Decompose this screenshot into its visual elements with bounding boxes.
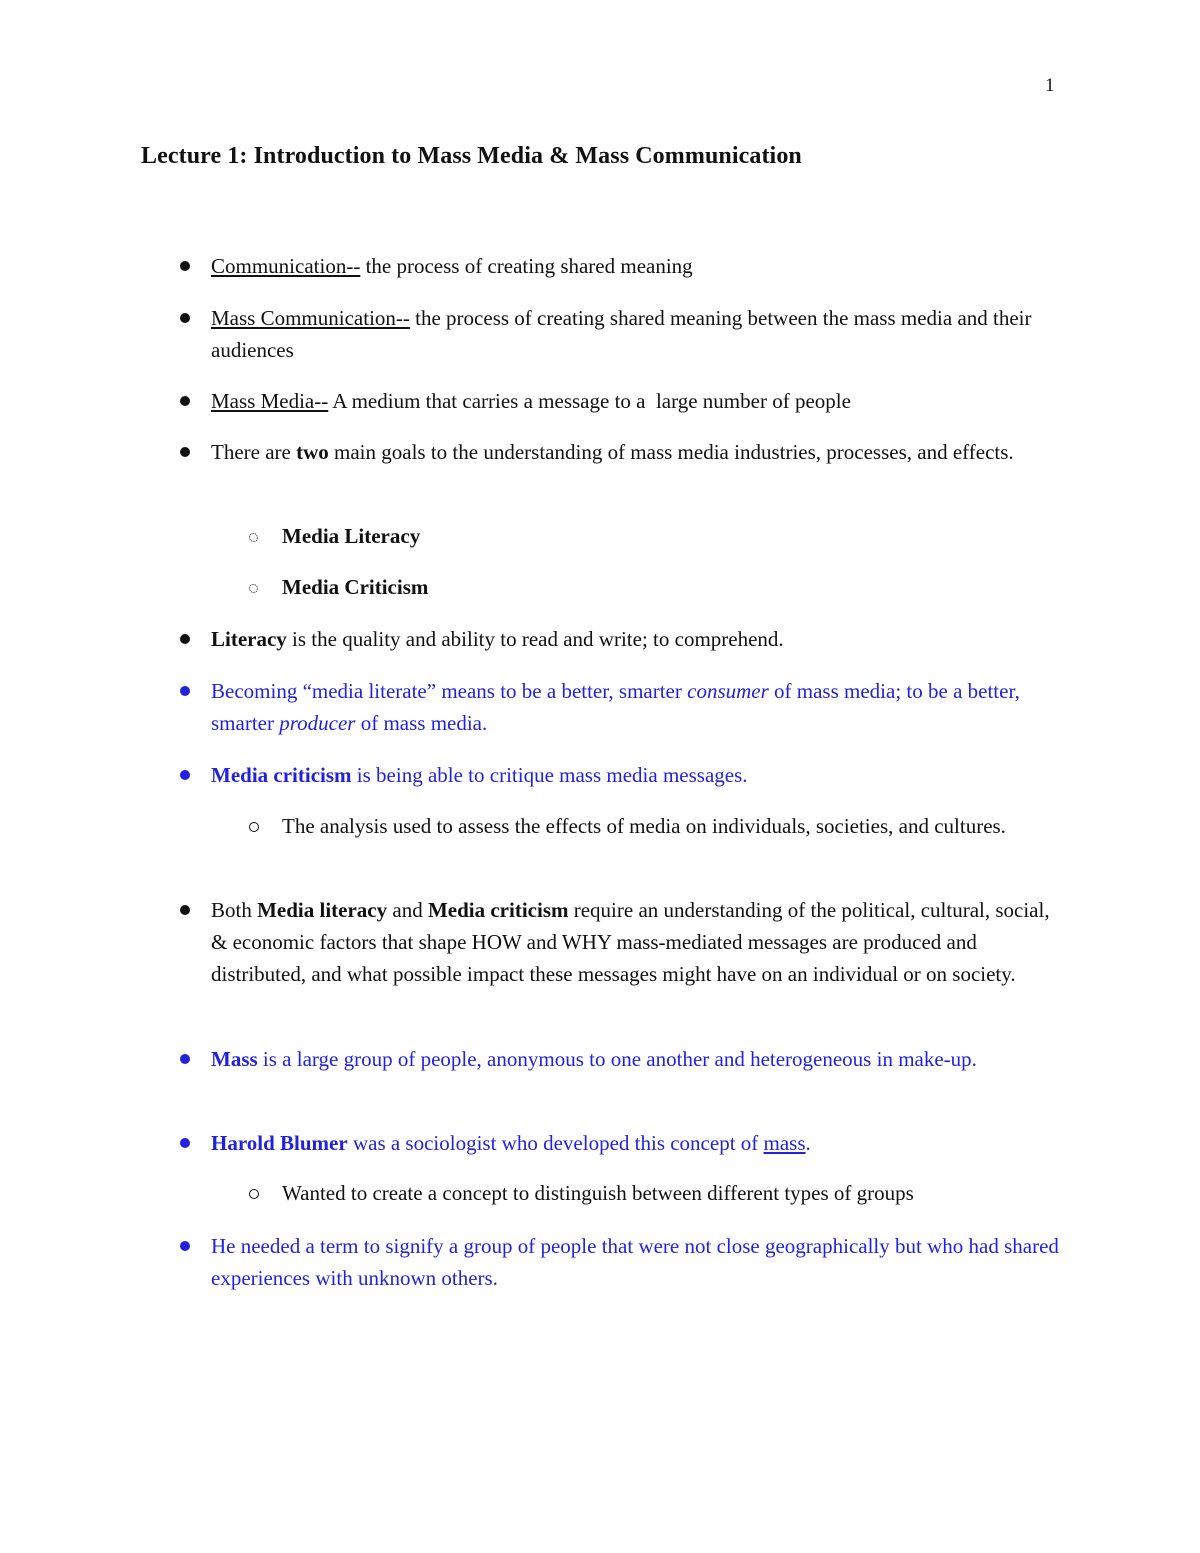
term: Mass Media-- [211, 389, 329, 413]
list-item-harold-blumer [211, 1127, 1071, 1159]
text: The analysis used to assess the effects of media on individuals, societies, and cultures. [282, 814, 1006, 838]
hollow-bullet-icon [249, 1189, 259, 1199]
sub-item-wanted [282, 1177, 1062, 1209]
term: Harold Blumer [211, 1131, 348, 1155]
hollow-bullet-icon [249, 533, 258, 542]
list-item-needed [211, 1230, 1071, 1294]
sub-item-media-criticism [282, 571, 1062, 603]
list-item-mass [211, 1043, 1071, 1075]
definition: A medium that carries a message to a large number of people [328, 389, 851, 413]
page-title: Lecture 1: Introduction to Mass Media & Mass Communication [141, 143, 802, 169]
hollow-bullet-icon [249, 822, 259, 832]
text: There are [211, 440, 297, 464]
list-item-mass-media [211, 385, 1071, 417]
text: He needed a term to signify a group of people that were not close geographically but who had shared experiences with unknown others. [211, 1234, 1059, 1290]
page-number: 1 [1045, 75, 1055, 96]
list-item-communication [211, 250, 1071, 282]
term: Literacy [211, 627, 287, 651]
term: Mass Communication-- [211, 306, 410, 330]
list-item-mass-communication [211, 302, 1071, 366]
definition: is being able to critique mass media messages. [351, 763, 748, 787]
list-item-both [211, 894, 1071, 990]
sub-item-analysis [282, 810, 1062, 842]
definition: the process of creating shared meaning between the mass media and their audiences [211, 306, 1032, 362]
emphasis: two [296, 440, 329, 464]
definition: the process of creating shared meaning [360, 254, 693, 278]
bullet-icon [180, 1054, 190, 1064]
text: Media Criticism [282, 575, 429, 599]
text: Becoming “media literate” means to be a better, smarter [211, 679, 688, 703]
list-item-media-criticism [211, 759, 1071, 791]
term: Communication-- [211, 254, 361, 278]
hollow-bullet-icon [249, 584, 258, 593]
bullet-icon [180, 447, 190, 457]
text: of mass media. [355, 711, 488, 735]
text: . [805, 1131, 811, 1155]
emphasis: Media literacy [257, 898, 388, 922]
definition: is a large group of people, anonymous to one another and heterogeneous in make-up. [257, 1047, 977, 1071]
list-item-two-goals [211, 436, 1071, 468]
text: Both [211, 898, 258, 922]
bullet-icon [180, 396, 190, 406]
text: main goals to the understanding of mass media industries, processes, and effects. [328, 440, 1014, 464]
bullet-icon [180, 261, 190, 271]
bullet-icon [180, 1241, 190, 1251]
text: Media Literacy [282, 524, 421, 548]
bullet-icon [180, 634, 190, 644]
term: Media criticism [211, 763, 352, 787]
list-item-media-literate [211, 675, 1071, 739]
definition: is the quality and ability to read and write; to comprehend. [286, 627, 784, 651]
list-item-literacy [211, 623, 1071, 655]
text: Wanted to create a concept to distinguish between different types of groups [282, 1181, 914, 1205]
text: require an understanding of the political, cultural, social, & economic factors that shape HOW and WHY mass-mediated messages are produced and distributed, and what possible impact these messages might have on an individual or on society. [211, 898, 1050, 986]
bullet-icon [180, 905, 190, 915]
emphasis: Media criticism [427, 898, 569, 922]
emphasis: producer [279, 711, 356, 735]
bullet-icon [180, 1138, 190, 1148]
text: and [387, 898, 428, 922]
text: was a sociologist who developed this concept of [347, 1131, 764, 1155]
sub-item-media-literacy [282, 520, 1062, 552]
bullet-icon [180, 686, 190, 696]
emphasis: consumer [687, 679, 769, 703]
text: of mass media; to be a better, smarter [211, 679, 1020, 735]
mass-link[interactable]: mass [763, 1131, 806, 1155]
bullet-icon [180, 313, 190, 323]
term: Mass [211, 1047, 258, 1071]
bullet-icon [180, 770, 190, 780]
